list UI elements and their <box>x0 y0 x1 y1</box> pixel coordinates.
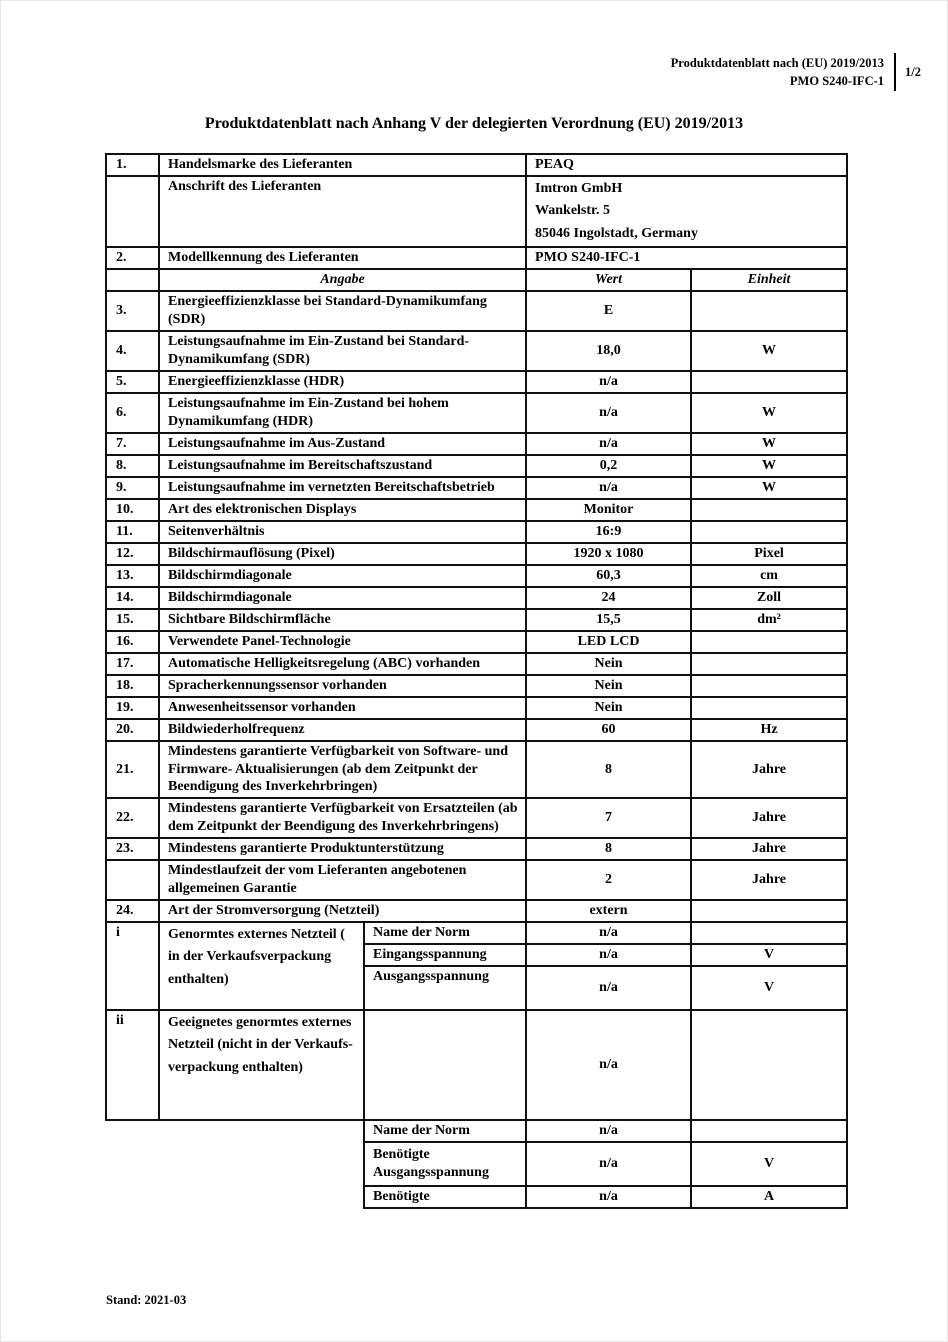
unit-cell <box>691 499 847 521</box>
unit-cell <box>691 1010 847 1120</box>
attribute-label-cell: Mindestlaufzeit der vom Lieferanten angebotenen allgemeinen Garantie <box>159 860 526 900</box>
table-row <box>106 609 847 631</box>
table-row <box>106 371 847 393</box>
value-cell: 24 <box>526 587 691 609</box>
unit-cell <box>691 631 847 653</box>
attribute-label-cell: Automatische Helligkeitsregelung (ABC) vorhanden <box>159 653 526 675</box>
table-row <box>106 587 847 609</box>
table-row <box>106 798 847 838</box>
doc-reference <box>671 54 884 90</box>
unit-cell <box>691 521 847 543</box>
unit-cell: Jahre <box>691 741 847 799</box>
column-header-angabe: Angabe <box>159 269 526 291</box>
row-number-cell <box>106 860 159 900</box>
row-number-cell: 8. <box>106 455 159 477</box>
unit-cell: W <box>691 393 847 433</box>
row-number-cell: 11. <box>106 521 159 543</box>
row-number-cell: 18. <box>106 675 159 697</box>
row-number-cell: 1. <box>106 154 159 176</box>
attribute-label-cell: Leistungsaufnahme im Bereitschaftszustand <box>159 455 526 477</box>
footer-stand: Stand: 2021-03 <box>106 1293 187 1307</box>
row-number-cell: 14. <box>106 587 159 609</box>
attribute-label-cell: Seitenverhältnis <box>159 521 526 543</box>
unit-cell <box>691 1120 847 1142</box>
value-cell: 18,0 <box>526 331 691 371</box>
value-cell: 16:9 <box>526 521 691 543</box>
value-cell: 2 <box>526 860 691 900</box>
empty-cell <box>106 1142 364 1186</box>
value-cell: 15,5 <box>526 609 691 631</box>
value-cell: n/a <box>526 371 691 393</box>
attribute-label-cell: Leistungsaufnahme im Ein-Zustand bei hohem Dynamikumfang (HDR) <box>159 393 526 433</box>
empty-cell <box>106 1120 364 1142</box>
unit-cell: V <box>691 966 847 1010</box>
table-row <box>106 393 847 433</box>
sub-attribute-cell <box>364 1010 526 1120</box>
table-row <box>106 477 847 499</box>
table-row <box>106 291 847 331</box>
table-row-psu-tail <box>106 1142 847 1186</box>
table-row <box>106 631 847 653</box>
value-cell: Nein <box>526 675 691 697</box>
attribute-label-cell: Bildschirmdiagonale <box>159 565 526 587</box>
value-cell: 8 <box>526 741 691 799</box>
unit-cell <box>691 922 847 944</box>
value-cell <box>526 176 847 247</box>
row-number-cell: i <box>106 922 159 1010</box>
value-cell: LED LCD <box>526 631 691 653</box>
row-number-cell: 21. <box>106 741 159 799</box>
row-number-cell: 7. <box>106 433 159 455</box>
table-row <box>106 499 847 521</box>
attribute-label-cell: Spracherkennungssensor vorhanden <box>159 675 526 697</box>
unit-cell <box>691 900 847 922</box>
table-row <box>106 675 847 697</box>
attribute-label-cell: Genormtes externes Netzteil ( in der Verkaufsverpackung enthalten) <box>159 922 364 1010</box>
unit-cell: W <box>691 433 847 455</box>
empty-cell <box>106 1186 364 1208</box>
attribute-label-cell: Art des elektronischen Displays <box>159 499 526 521</box>
row-number-cell: 23. <box>106 838 159 860</box>
doc-ref-line2: PMO S240-IFC-1 <box>789 74 885 88</box>
value-cell: Nein <box>526 653 691 675</box>
unit-cell: W <box>691 455 847 477</box>
value-cell: PMO S240-IFC-1 <box>526 247 847 269</box>
row-number-cell <box>106 269 159 291</box>
unit-cell: V <box>691 944 847 966</box>
unit-cell <box>691 697 847 719</box>
attribute-label-cell: Energieeffizienzklasse bei Standard-Dynamikumfang (SDR) <box>159 291 526 331</box>
attribute-label-cell: Bildschirmauflösung (Pixel) <box>159 543 526 565</box>
row-number-cell: 12. <box>106 543 159 565</box>
value-cell: n/a <box>526 477 691 499</box>
value-cell: 8 <box>526 838 691 860</box>
value-cell: 60 <box>526 719 691 741</box>
unit-cell: Zoll <box>691 587 847 609</box>
unit-cell: Pixel <box>691 543 847 565</box>
value-cell: n/a <box>526 433 691 455</box>
value-cell: PEAQ <box>526 154 847 176</box>
unit-cell: W <box>691 477 847 499</box>
row-number-cell <box>106 176 159 247</box>
row-number-cell: 20. <box>106 719 159 741</box>
unit-cell: A <box>691 1186 847 1208</box>
value-cell: n/a <box>526 944 691 966</box>
row-number-cell: 16. <box>106 631 159 653</box>
row-number-cell: 24. <box>106 900 159 922</box>
sub-attribute-cell: Ausgangsspannung <box>364 966 526 1010</box>
value-cell: 0,2 <box>526 455 691 477</box>
doc-ref-line1: Produktdatenblatt nach (EU) 2019/2013 <box>670 55 885 70</box>
attribute-label-cell: Anschrift des Lieferanten <box>159 176 526 247</box>
attribute-label-cell: Art der Stromversorgung (Netzteil) <box>159 900 526 922</box>
attribute-label-cell: Bildschirmdiagonale <box>159 587 526 609</box>
table-row <box>106 521 847 543</box>
value-cell: n/a <box>526 1186 691 1208</box>
attribute-label-cell: Leistungsaufnahme im Aus-Zustand <box>159 433 526 455</box>
table-row <box>106 860 847 900</box>
unit-cell <box>691 291 847 331</box>
document-title: Produktdatenblatt nach Anhang V der delegierten Verordnung (EU) 2019/2013 <box>204 115 744 132</box>
table-row <box>106 565 847 587</box>
value-cell: Monitor <box>526 499 691 521</box>
table-row <box>106 543 847 565</box>
table-row <box>106 653 847 675</box>
attribute-label-cell: Energieeffizienzklasse (HDR) <box>159 371 526 393</box>
unit-cell: Jahre <box>691 838 847 860</box>
table-row-psu-tail <box>106 1186 847 1208</box>
value-cell: 7 <box>526 798 691 838</box>
attribute-label-cell: Leistungsaufnahme im vernetzten Bereitschaftsbetrieb <box>159 477 526 499</box>
unit-cell: dm² <box>691 609 847 631</box>
value-cell: Nein <box>526 697 691 719</box>
value-cell: E <box>526 291 691 331</box>
attribute-label-cell: Leistungsaufnahme im Ein-Zustand bei Standard-Dynamikumfang (SDR) <box>159 331 526 371</box>
header-divider <box>894 53 896 91</box>
value-cell: n/a <box>526 1142 691 1186</box>
table-row <box>106 697 847 719</box>
table-row <box>106 719 847 741</box>
table-row <box>106 900 847 922</box>
unit-cell: W <box>691 331 847 371</box>
row-number-cell: 4. <box>106 331 159 371</box>
row-number-cell: 5. <box>106 371 159 393</box>
value-cell: n/a <box>526 1010 691 1120</box>
row-number-cell: 22. <box>106 798 159 838</box>
sub-attribute-cell: Benötigte Ausgangsspannung <box>364 1142 526 1186</box>
attribute-label-cell: Geeignetes genormtes externes Netzteil (nicht in der Verkaufs- verpackung enthalten) <box>159 1010 364 1120</box>
value-cell: extern <box>526 900 691 922</box>
attribute-label-cell: Verwendete Panel-Technologie <box>159 631 526 653</box>
unit-cell: Hz <box>691 719 847 741</box>
sub-attribute-cell: Name der Norm <box>364 922 526 944</box>
table-row <box>106 741 847 799</box>
value-cell: n/a <box>526 922 691 944</box>
address-line: Wankelstr. 5 <box>535 203 610 219</box>
table-row-psu-ii <box>106 1010 847 1120</box>
row-number-cell: 13. <box>106 565 159 587</box>
attribute-label-cell: Mindestens garantierte Verfügbarkeit von Ersatzteilen (ab dem Zeitpunkt der Beendigung des Inverkehrbringens) <box>159 798 526 838</box>
attribute-label-cell: Mindestens garantierte Produktunterstützung <box>159 838 526 860</box>
sub-attribute-cell: Name der Norm <box>364 1120 526 1142</box>
attribute-label-cell: Anwesenheitssensor vorhanden <box>159 697 526 719</box>
table-row-brand <box>106 154 847 176</box>
value-cell: 60,3 <box>526 565 691 587</box>
attribute-label-cell: Modellkennung des Lieferanten <box>159 247 526 269</box>
unit-cell <box>691 371 847 393</box>
table-row-model <box>106 247 847 269</box>
attribute-label-cell: Bildwiederholfrequenz <box>159 719 526 741</box>
attribute-label-cell: Sichtbare Bildschirmfläche <box>159 609 526 631</box>
unit-cell: Jahre <box>691 860 847 900</box>
unit-cell: V <box>691 1142 847 1186</box>
row-number-cell: 6. <box>106 393 159 433</box>
value-cell: 1920 x 1080 <box>526 543 691 565</box>
unit-cell: Jahre <box>691 798 847 838</box>
table-row <box>106 455 847 477</box>
unit-cell: cm <box>691 565 847 587</box>
attribute-label-cell: Mindestens garantierte Verfügbarkeit von Software- und Firmware- Aktualisierungen (ab dem Zeitpunkt der Beendigung des Inverkehrbringen) <box>159 741 526 799</box>
table-row <box>106 433 847 455</box>
row-number-cell: 19. <box>106 697 159 719</box>
address-line: Imtron GmbH <box>535 181 623 196</box>
product-data-table <box>105 153 848 1209</box>
column-header-einheit: Einheit <box>691 269 847 291</box>
page-number: 1/2 <box>905 64 921 79</box>
column-header-row <box>106 269 847 291</box>
row-number-cell: 9. <box>106 477 159 499</box>
table-row <box>106 838 847 860</box>
row-number-cell: 2. <box>106 247 159 269</box>
value-cell: n/a <box>526 1120 691 1142</box>
row-number-cell: ii <box>106 1010 159 1120</box>
value-cell: n/a <box>526 393 691 433</box>
value-cell: n/a <box>526 966 691 1010</box>
row-number-cell: 3. <box>106 291 159 331</box>
table-row <box>106 331 847 371</box>
doc-header <box>671 53 921 91</box>
column-header-wert: Wert <box>526 269 691 291</box>
row-number-cell: 10. <box>106 499 159 521</box>
attribute-label-cell: Handelsmarke des Lieferanten <box>159 154 526 176</box>
sub-attribute-cell: Eingangsspannung <box>364 944 526 966</box>
sub-attribute-cell: Benötigte <box>364 1186 526 1208</box>
table-row-psu-i <box>106 922 847 944</box>
address-line: 85046 Ingolstadt, Germany <box>535 225 698 241</box>
table-row-psu-tail <box>106 1120 847 1142</box>
unit-cell <box>691 653 847 675</box>
unit-cell <box>691 675 847 697</box>
row-number-cell: 17. <box>106 653 159 675</box>
table-row-address <box>106 176 847 247</box>
row-number-cell: 15. <box>106 609 159 631</box>
